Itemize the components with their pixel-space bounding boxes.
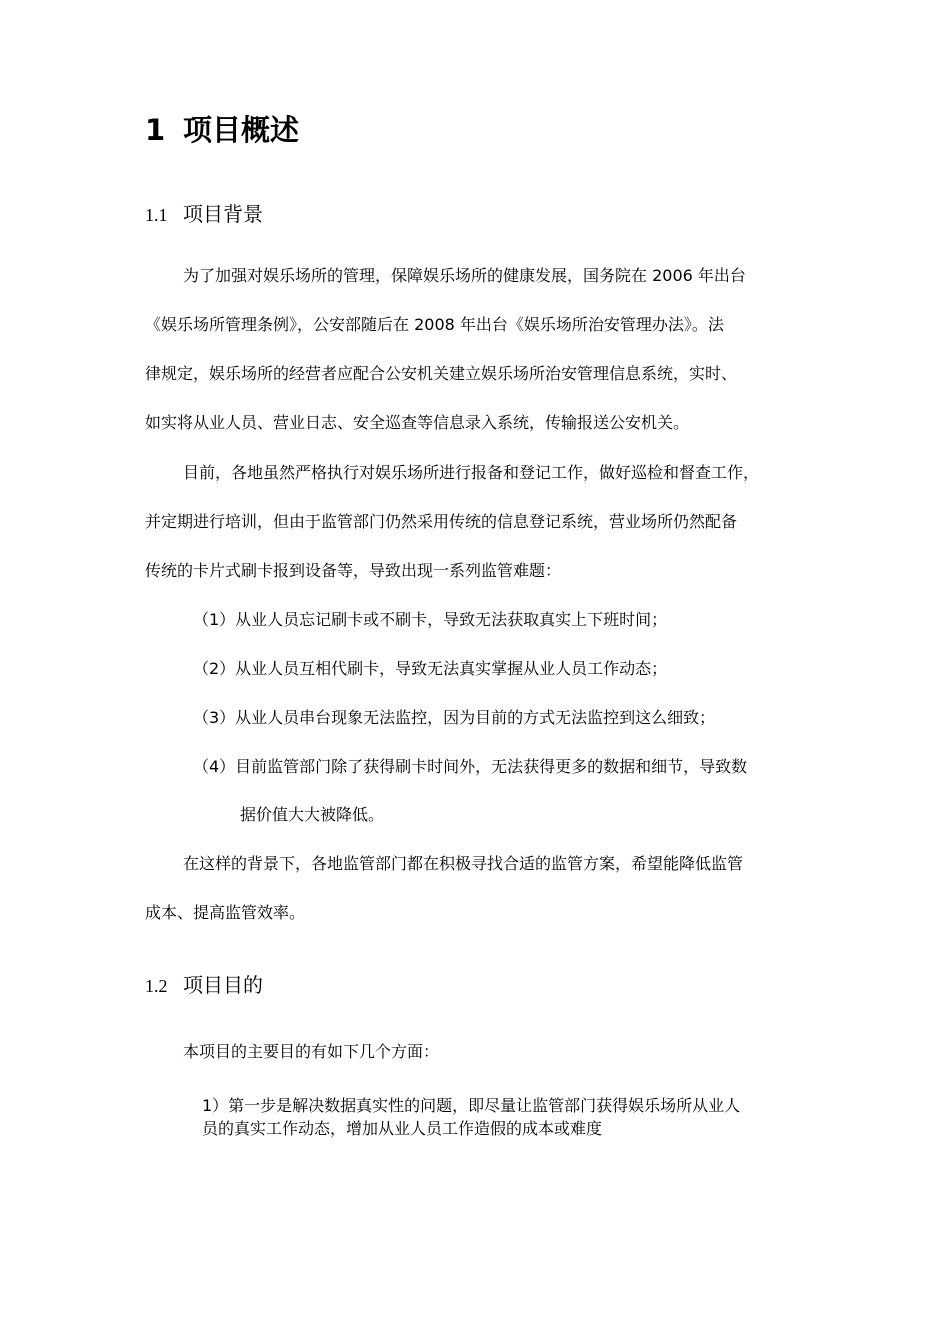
chapter-number: 1	[145, 113, 166, 147]
paragraph-line: 本项目的主要目的有如下几个方面：	[183, 1042, 440, 1061]
paragraph-line: 律规定，娱乐场所的经营者应配合公安机关建立娱乐场所治安管理信息系统，实时、	[145, 364, 738, 383]
list-item: （2）从业人员互相代刷卡，导致无法真实掌握从业人员工作动态；	[193, 659, 668, 678]
chapter-heading	[145, 110, 299, 150]
paragraph-line: 为了加强对娱乐场所的管理，保障娱乐场所的健康发展，国务院在 2006 年出台	[183, 266, 746, 285]
list-item: 1）第一步是解决数据真实性的问题，即尽量让监管部门获得娱乐场所从业人	[202, 1096, 741, 1115]
paragraph-line: 如实将从业人员、营业日志、安全巡查等信息录入系统，传输报送公安机关。	[145, 413, 690, 432]
paragraph-line: 目前，各地虽然严格执行对娱乐场所进行报备和登记工作，做好巡检和督查工作，	[183, 463, 760, 482]
paragraph-line: 成本、提高监管效率。	[145, 903, 306, 922]
list-item: （4）目前监管部门除了获得刷卡时间外，无法获得更多的数据和细节，导致数	[193, 757, 748, 776]
paragraph-line: 并定期进行培训，但由于监管部门仍然采用传统的信息登记系统，营业场所仍然配备	[145, 512, 738, 531]
section-number: 1.2	[145, 976, 168, 996]
list-item-continuation: 据价值大大被降低。	[240, 805, 385, 824]
list-item: （1）从业人员忘记刷卡或不刷卡，导致无法获取真实上下班时间；	[193, 610, 668, 629]
list-item: （3）从业人员串台现象无法监控，因为目前的方式无法监控到这么细致；	[193, 708, 716, 727]
section-heading-1-1	[145, 200, 263, 229]
section-title: 项目目的	[183, 973, 263, 997]
section-heading-1-2	[145, 971, 263, 1000]
section-number: 1.1	[145, 205, 168, 225]
section-title: 项目背景	[183, 202, 263, 226]
chapter-title: 项目概述	[183, 113, 300, 147]
paragraph-line: 在这样的背景下，各地监管部门都在积极寻找合适的监管方案，希望能降低监管	[183, 854, 744, 873]
paragraph-line: 传统的卡片式刷卡报到设备等，导致出现一系列监管难题：	[145, 561, 562, 580]
list-item-continuation: 员的真实工作动态，增加从业人员工作造假的成本或难度	[202, 1119, 603, 1138]
paragraph-line: 《娱乐场所管理条例》，公安部随后在 2008 年出台《娱乐场所治安管理办法》。法	[145, 315, 724, 334]
